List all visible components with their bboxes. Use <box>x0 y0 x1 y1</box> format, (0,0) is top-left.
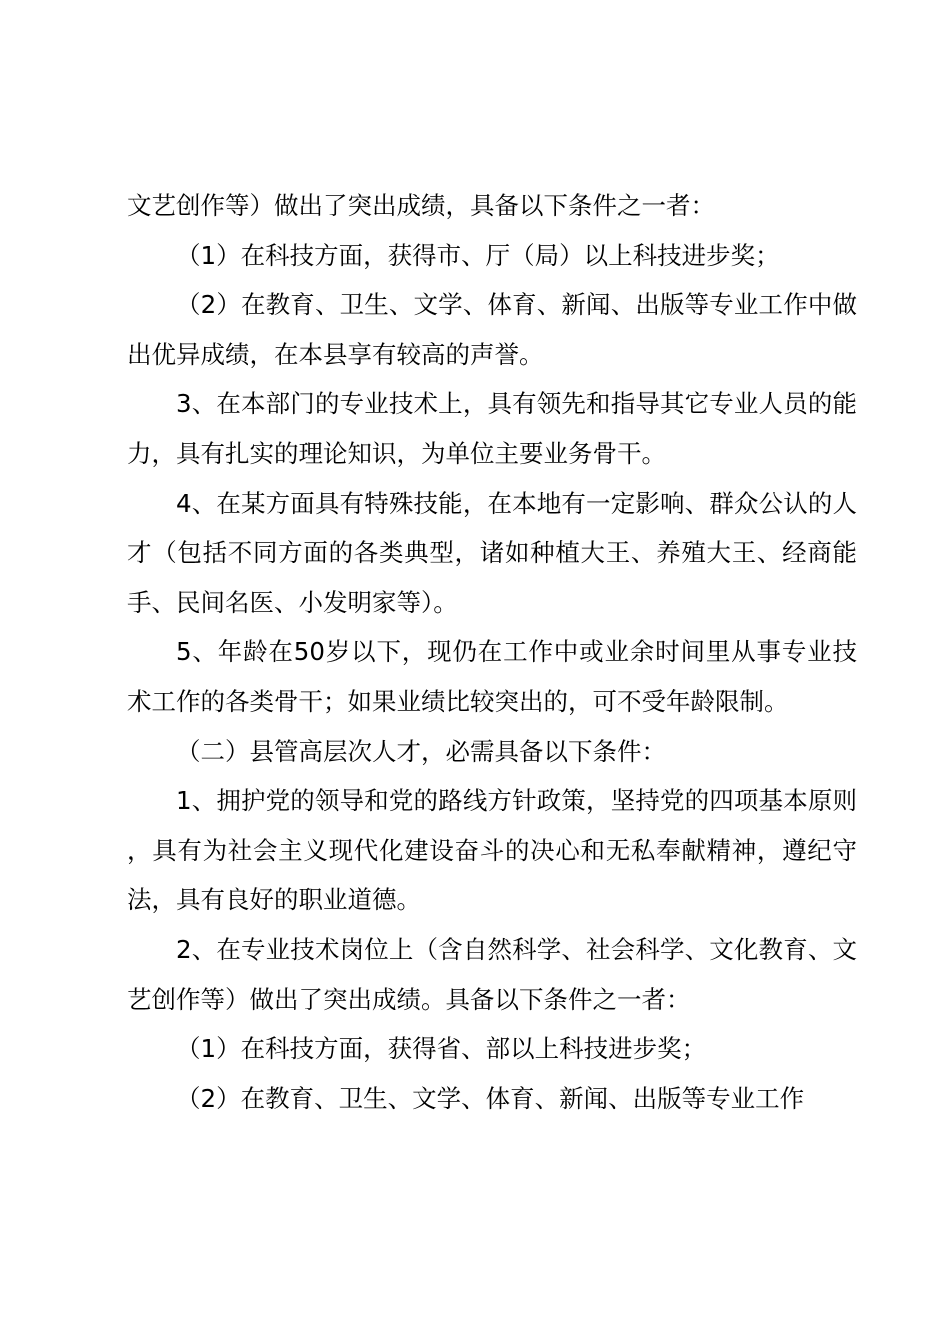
paragraph-condition-5: 5、年龄在50岁以下，现仍在工作中或业余时间里从事专业技术工作的各类骨干；如果业绩比较突出的，可不受年龄限制。 <box>127 637 857 716</box>
paragraph-requirement-2: 2、在专业技术岗位上（含自然科学、社会科学、文化教育、文艺创作等）做出了突出成绩。具备以下条件之一者： <box>127 934 857 1014</box>
section-heading-county-talent: （二）县管高层次人才，必需具备以下条件： <box>176 736 666 766</box>
paragraph-item-1-provincial-award: （1）在科技方面，获得省、部以上科技进步奖； <box>176 1034 707 1064</box>
paragraph-item-1-city-award: （1）在科技方面，获得市、厅（局）以上科技进步奖； <box>176 240 780 270</box>
document-body <box>127 181 857 1123</box>
paragraph-requirement-1: 1、拥护党的领导和党的路线方针政策，坚持党的四项基本原则，具有为社会主义现代化建设奋斗的决心和无私奉献精神，遵纪守法，具有良好的职业道德。 <box>127 786 857 915</box>
paragraph-condition-3: 3、在本部门的专业技术上，具有领先和指导其它专业人员的能力，具有扎实的理论知识，为单位主要业务骨干。 <box>127 389 857 468</box>
paragraph-condition-4: 4、在某方面具有特殊技能，在本地有一定影响、群众公认的人才（包括不同方面的各类典型，诸如种植大王、养殖大王、经商能手、民间名医、小发明家等）。 <box>127 488 857 617</box>
paragraph-item-2-professional-work: （2）在教育、卫生、文学、体育、新闻、出版等专业工作中做出优异成绩，在本县享有较高的声誉。 <box>127 290 857 369</box>
paragraph-item-2-professional-work-cont: （2）在教育、卫生、文学、体育、新闻、出版等专业工作 <box>176 1083 805 1113</box>
paragraph-continuation: 文艺创作等）做出了突出成绩，具备以下条件之一者： <box>127 191 715 220</box>
